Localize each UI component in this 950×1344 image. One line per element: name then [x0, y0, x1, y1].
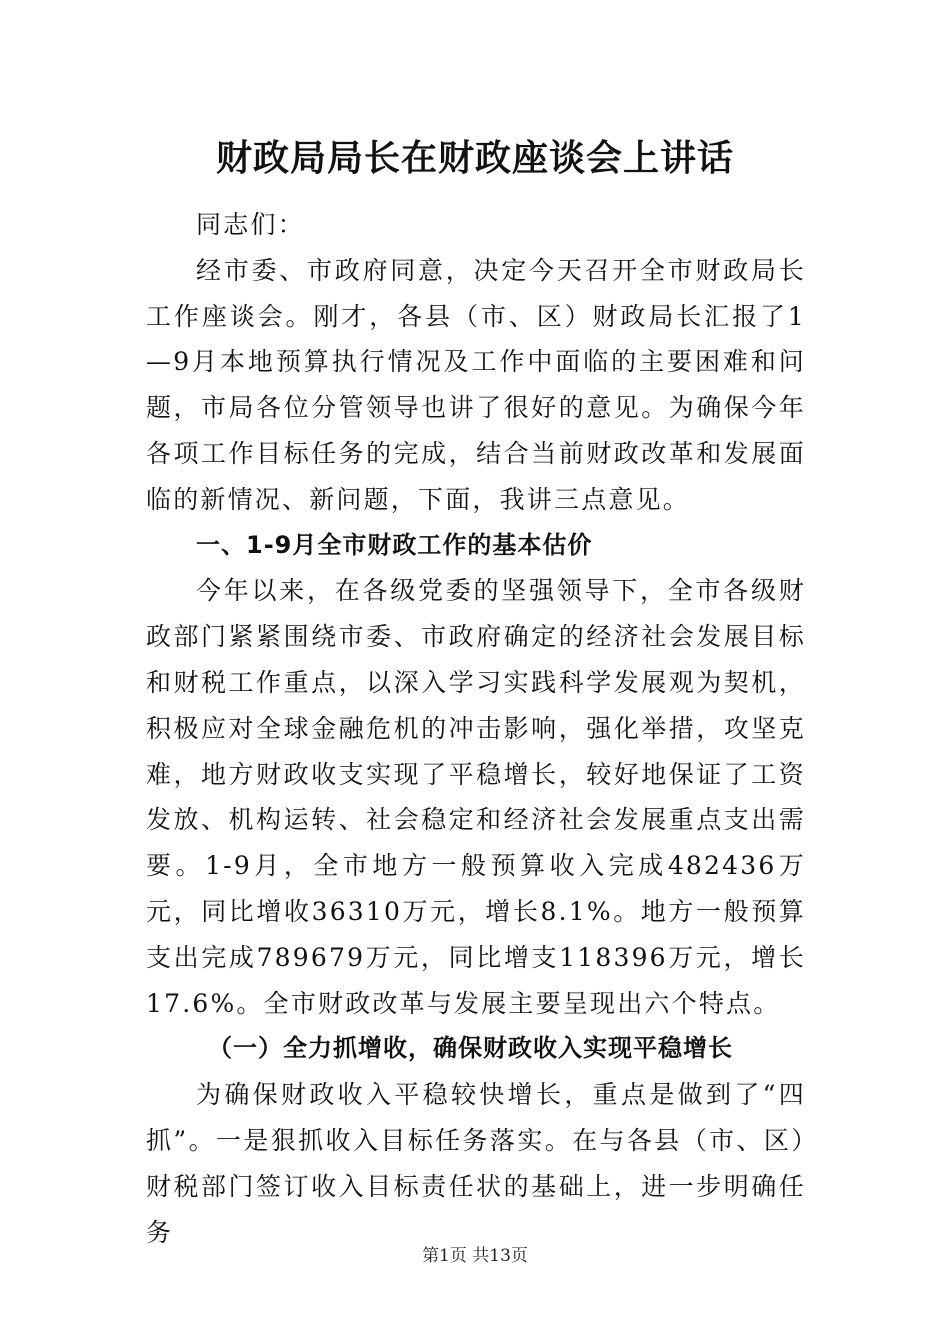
page-number-footer: 第1页 共13页	[422, 1246, 528, 1266]
section-paragraph-1: 今年以来，在各级党委的坚强领导下，全市各级财政部门紧紧围绕市委、市政府确定的经济社会发展目标和财税工作重点，以深入学习实践科学发展观为契机，积极应对全球金融危机的冲击影响，强化举措，攻坚克难，地方财政收支实现了平稳增长，较好地保证了工资发放、机构运转、社会稳定和经济社会发展重点支出需要。1-9月，全市地方一般预算收入完成482436万元，同比增收36310万元，增长8.1%。地方一般预算支出完成789679万元，同比增支118396万元，增长17.6%。全市财政改革与发展主要呈现出六个特点。	[146, 576, 806, 1018]
document-title: 财政局局长在财政座谈会上讲话	[215, 137, 734, 179]
document-body	[146, 202, 806, 1255]
section-heading-1: 一、1-9月全市财政工作的基本估价	[196, 530, 593, 559]
intro-paragraph: 经市委、市政府同意，决定今天召开全市财政局长工作座谈会。刚才，各县（市、区）财政局长汇报了1—9月本地预算执行情况及工作中面临的主要困难和问题，市局各位分管领导也讲了很好的意见。为确保今年各项工作目标任务的完成，结合当前财政改革和发展面临的新情况、新问题，下面，我讲三点意见。	[146, 255, 806, 514]
salutation: 同志们：	[196, 210, 305, 239]
subsection-paragraph-1: 为确保财政收入平稳较快增长，重点是做到了“四抓”。一是狠抓收入目标任务落实。在与各县（市、区）财税部门签订收入目标责任状的基础上，进一步明确任务	[146, 1080, 806, 1247]
subsection-heading-1: （一）全力抓增收，确保财政收入实现平稳增长	[208, 1034, 733, 1063]
